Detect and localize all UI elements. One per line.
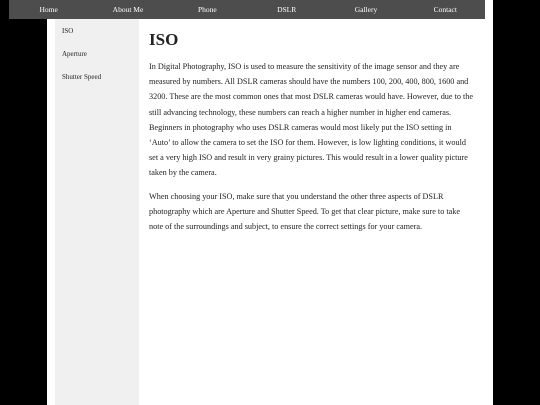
page-title: ISO bbox=[149, 30, 179, 49]
nav-home-link[interactable]: Home bbox=[39, 5, 58, 14]
nav-gallery-link[interactable]: Gallery bbox=[354, 5, 378, 14]
top-nav bbox=[9, 0, 485, 19]
nav-about-me-link[interactable]: About Me bbox=[112, 5, 144, 14]
main-content bbox=[149, 19, 474, 242]
paragraph-iso-intro: In Digital Photography, ISO is used to measure the sensitivity of the image sensor and they are measured by numbers. All DSLR cameras should have the numbers 100, 200, 400, 800, 1600 and 3200. These are the most common ones that most DSLR cameras would have. However, due to the still advancing technology, these numbers can reach a higher number in higher end cameras. Beginners in photography who uses DSLR cameras would most likely put the ISO setting in ‘Auto’ to allow the camera to set the ISO for them. However, is low lighting conditions, it would set a very high ISO and result in very grainy pictures. This would result in a lower quality picture taken by the camera. bbox=[149, 62, 473, 178]
nav-contact-link[interactable]: Contact bbox=[433, 5, 457, 14]
sidebar-item-aperture[interactable]: Aperture bbox=[62, 50, 87, 58]
nav-dslr-link[interactable]: DSLR bbox=[277, 5, 297, 14]
sidebar-item-iso[interactable]: ISO bbox=[62, 27, 74, 35]
paragraph-iso-choosing: When choosing your ISO, make sure that you understand the other three aspects of DSLR photography which are Aperture and Shutter Speed. To get that clear picture, make sure to take note of the surroundings and subject, to ensure the correct settings for your camera. bbox=[149, 191, 460, 232]
sidebar bbox=[55, 19, 139, 405]
nav-phone-link[interactable]: Phone bbox=[197, 5, 217, 14]
sidebar-item-shutter-speed[interactable]: Shutter Speed bbox=[62, 73, 102, 81]
